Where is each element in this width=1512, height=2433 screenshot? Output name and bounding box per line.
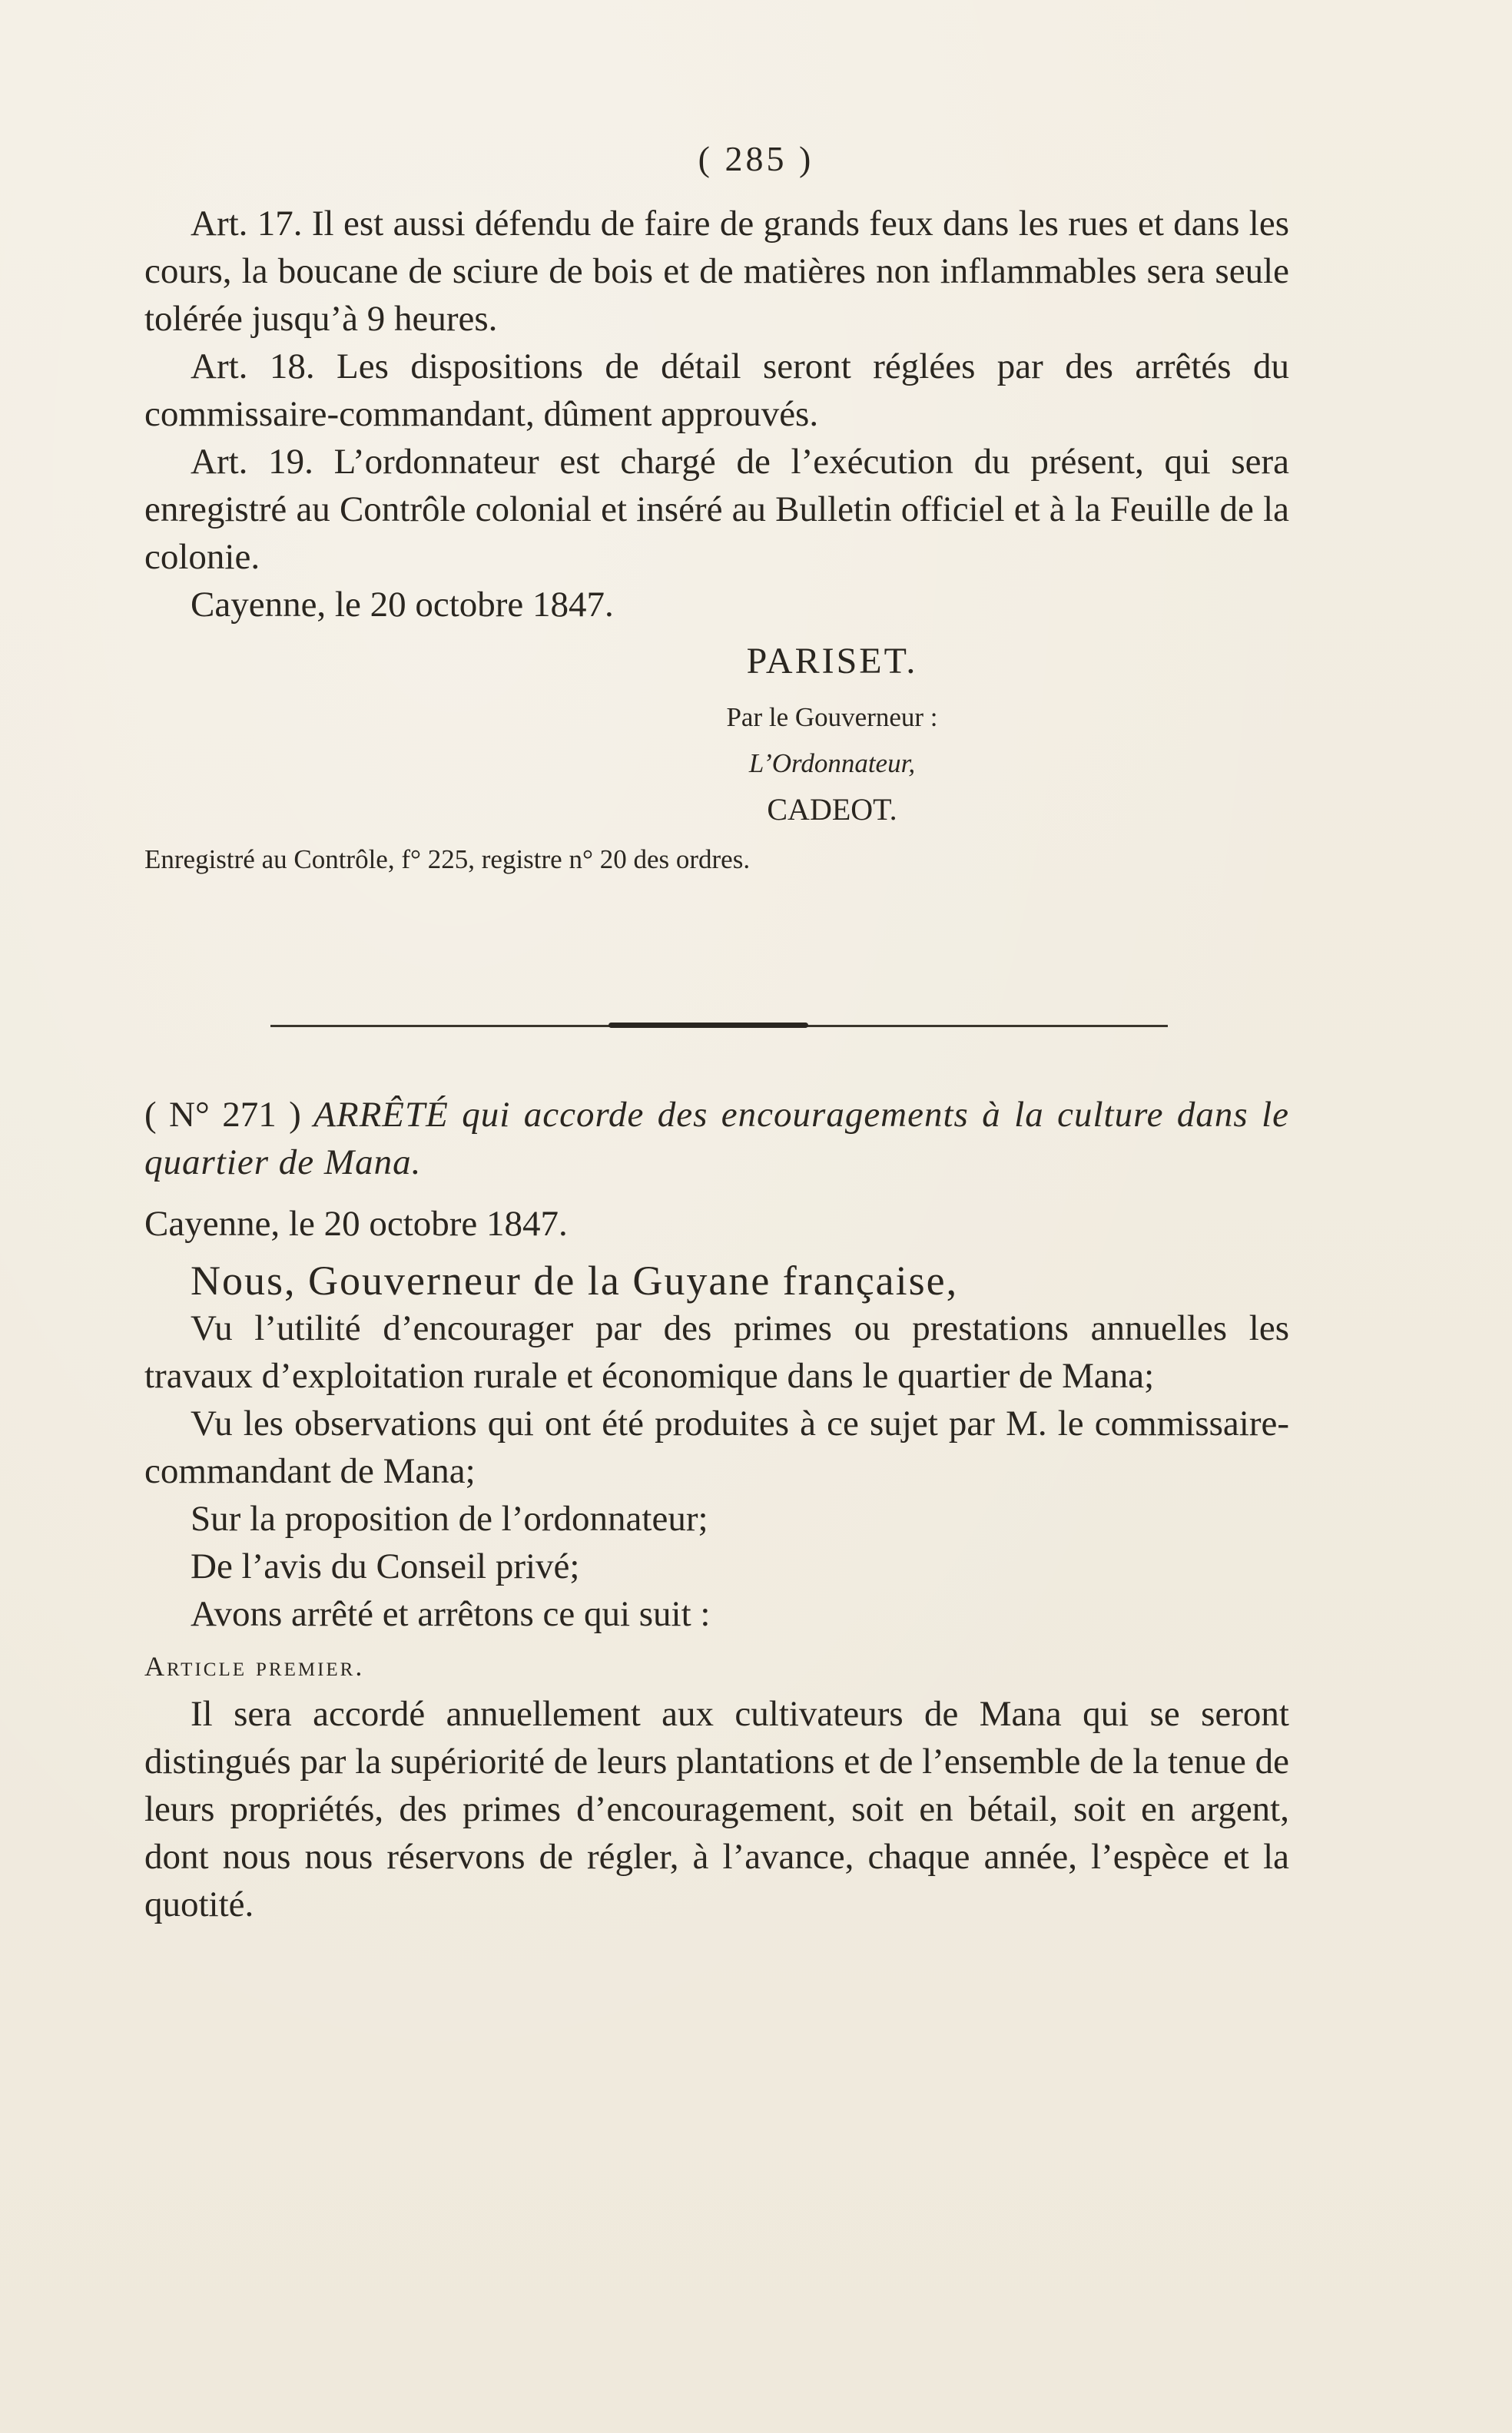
decree-preamble-nous: Nous, Gouverneur de la Guyane française, <box>191 1258 959 1304</box>
sur-proposition: Sur la proposition de l’ordonnateur; <box>191 1499 708 1539</box>
decree-dateline: Cayenne, le 20 octobre 1847. <box>144 1204 568 1244</box>
section-divider <box>270 1025 1168 1027</box>
place-date: Cayenne, le 20 octobre 1847. <box>191 585 614 625</box>
signatory-name: PARISET. <box>746 641 918 681</box>
considerant-observations: Vu les observations qui ont été produites à ce sujet par M. le commissaire-commandant de Mana; <box>144 1404 1289 1491</box>
page-number: ( 285 ) <box>698 139 814 178</box>
registration-note: Enregistré au Contrôle, f° 225, registre n° 20 des ordres. <box>144 844 751 874</box>
article-18: Art. 18. Les dispositions de détail seront réglées par des arrêtés du commissaire-commandant, dûment approuvés. <box>144 346 1289 434</box>
decree-continuation <box>144 200 1289 882</box>
decree-number: ( N° 271 ) <box>144 1095 301 1135</box>
decree-title <box>144 1091 1289 1186</box>
article-premier-text: Il sera accordé annuellement aux cultivateurs de Mana qui se seront distingués par la supériorité de leurs plantations et de l’ensemble de la tenue de leurs propriétés, des primes d’encouragement, soit en bétail, soit en argent, dont nous nous réservons de régler, à l’avance, chaque année, l’espèce et la quotité. <box>144 1694 1289 1924</box>
by-governor-line: Par le Gouverneur : <box>726 702 938 732</box>
ordonnateur-title: L’Ordonnateur, <box>748 748 916 778</box>
decree-heading: ARRÊTÉ qui accorde des encouragements à la culture dans le quartier de Mana. <box>144 1095 1290 1182</box>
ordonnateur-name: CADEOT. <box>767 792 897 827</box>
article-19: Art. 19. L’ordonnateur est chargé de l’exécution du présent, qui sera enregistré au Contrôle colonial et inséré au Bulletin officiel et à la Feuille de la colonie. <box>144 442 1289 577</box>
article-premier-heading: Article premier. <box>144 1651 365 1682</box>
article-17: Art. 17. Il est aussi défendu de faire de grands feux dans les rues et dans les cours, la boucane de sciure de bois et de matières non inflammables sera seule tolérée jusqu’à 9 heures. <box>144 204 1289 339</box>
avons-arrete: Avons arrêté et arrêtons ce qui suit : <box>191 1594 711 1634</box>
avis-conseil: De l’avis du Conseil privé; <box>191 1546 580 1586</box>
decree-271 <box>144 1091 1289 1928</box>
considerant-utilite: Vu l’utilité d’encourager par des primes ou prestations annuelles les travaux d’exploitation rurale et économique dans le quartier de Mana; <box>144 1308 1289 1396</box>
